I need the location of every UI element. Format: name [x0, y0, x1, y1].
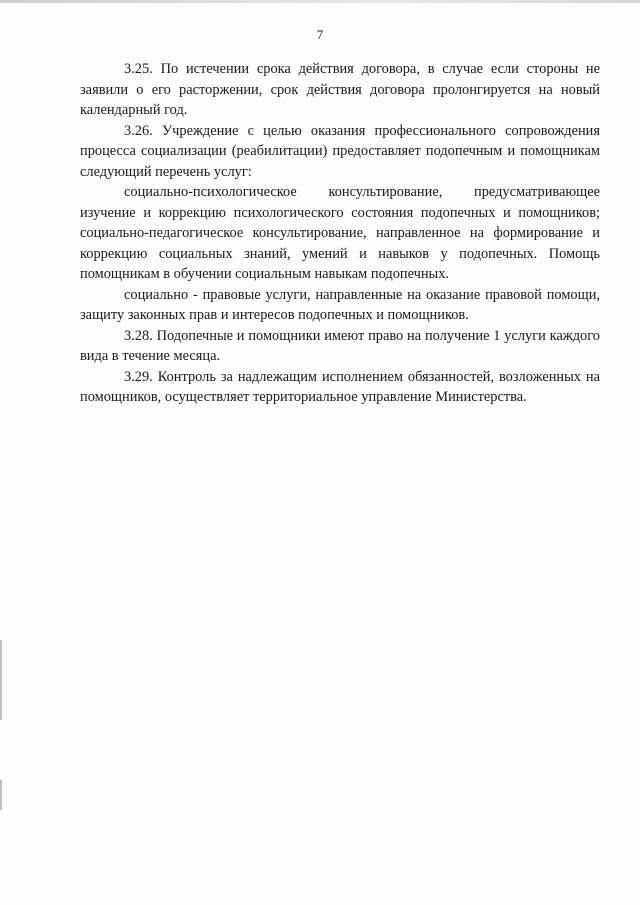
document-body — [80, 59, 600, 408]
paragraph-3-28: 3.28. Подопечные и помощники имеют право на получение 1 услуги каждого вида в течение месяца. — [80, 327, 600, 364]
paragraph-psychological-services: социально-психологическое консультирование, предусматривающее изучение и коррекцию психологического состояния подопечных и помощников; социально-педагогическое консультирование, направленное на формирование и коррекцию социальных знаний, умений и навыков у подопечных. Помощь помощникам в обучении социальным навыкам подопечных. — [80, 184, 600, 282]
scan-left-mark — [0, 780, 2, 810]
scan-top-edge — [0, 0, 640, 3]
scan-left-mark — [0, 640, 2, 720]
paragraph-legal-services: социально - правовые услуги, направленные на оказание правовой помощи, защиту законных прав и интересов подопечных и помощников. — [80, 286, 600, 323]
page-number: 7 — [316, 27, 324, 42]
paragraph-3-26: 3.26. Учреждение с целью оказания профессионального сопровождения процесса социализации (реабилитации) предоставляет подопечным и помощникам следующий перечень услуг: — [80, 122, 600, 180]
paragraph-3-29: 3.29. Контроль за надлежащим исполнением обязанностей, возложенных на помощников, осуществляет территориальное управление Министерства. — [80, 368, 600, 405]
paragraph-3-25: 3.25. По истечении срока действия договора, в случае если стороны не заявили о его расторжении, срок действия договора пролонгируется на новый календарный год. — [80, 61, 600, 118]
